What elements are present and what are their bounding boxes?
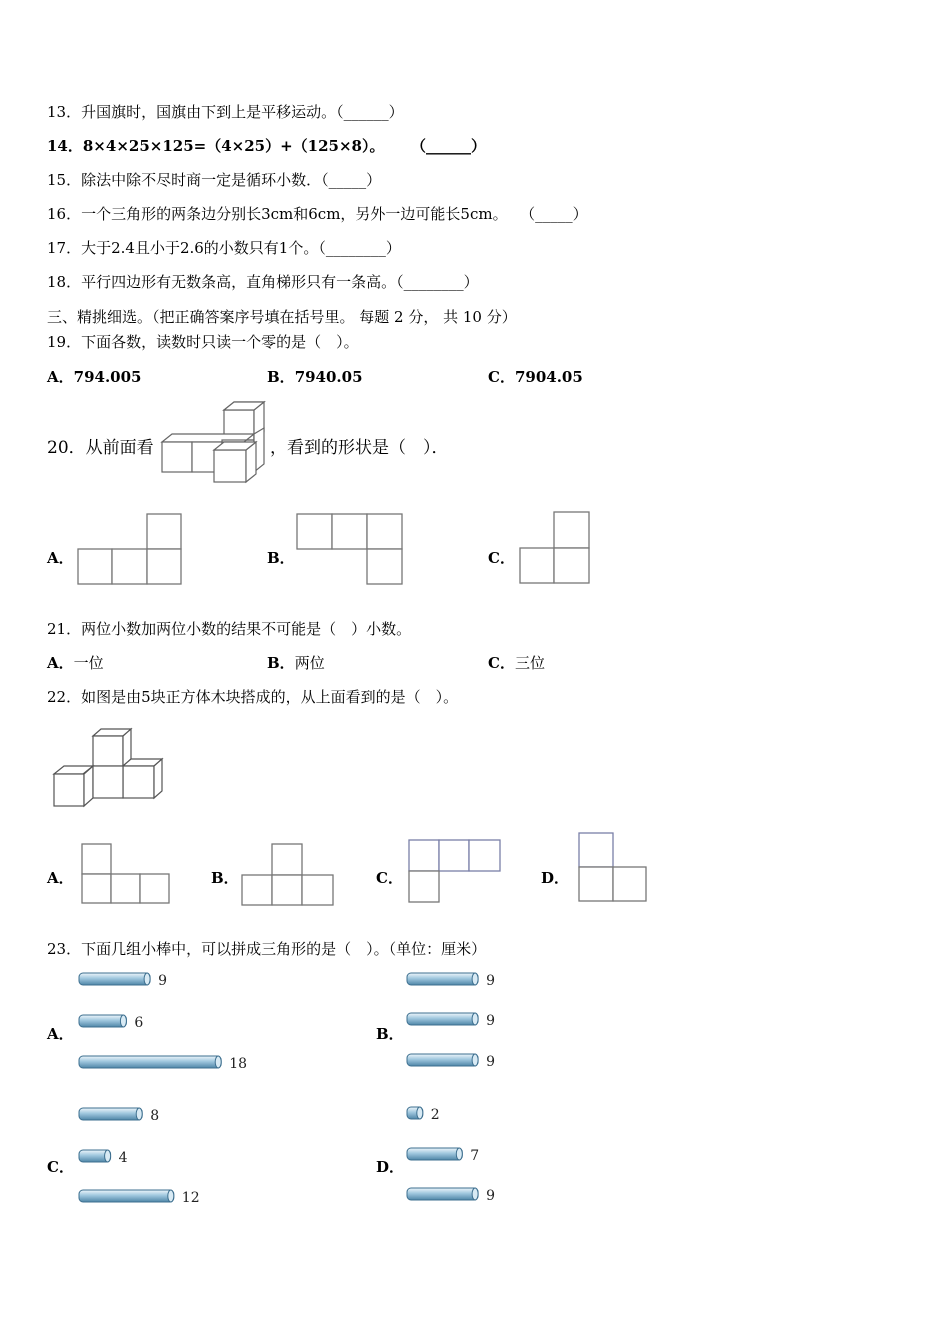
stick-length-label: 7 <box>470 1148 480 1164</box>
stick-length-label: 12 <box>181 1190 200 1206</box>
stick-b-1 <box>407 973 495 989</box>
answer-blank[interactable]: （______） <box>418 137 486 155</box>
stick-b-2 <box>407 1013 495 1029</box>
question-20-prefix: 20．从前面看 <box>47 438 154 458</box>
answer-blank[interactable]: （______） <box>336 103 404 121</box>
stick-length-label: 9 <box>486 1013 496 1029</box>
q23-option-d-label[interactable]: D． <box>376 1158 405 1176</box>
stick-length-label: 9 <box>486 1188 496 1204</box>
question-20-suffix: ，看到的形状是（ ）． <box>270 438 449 458</box>
answer-blank[interactable]: （________） <box>318 239 401 257</box>
q23-option-c-label[interactable]: C． <box>47 1158 74 1176</box>
stick-a-3 <box>79 1056 247 1072</box>
stick-length-label: 8 <box>150 1108 160 1124</box>
stick-length-label: 4 <box>118 1150 128 1166</box>
q19-option-b[interactable]: B．7940.05 <box>267 368 363 386</box>
stick-d-2 <box>407 1148 479 1164</box>
answer-blank[interactable]: （________） <box>396 273 479 291</box>
question-15: 15．除法中除不尽时商一定是循环小数．（_____） <box>47 171 382 189</box>
q20-option-b-label[interactable]: B． <box>267 549 295 567</box>
question-23-stem: 23．下面几组小棒中，可以拼成三角形的是（ ）。（单位：厘米） <box>47 940 487 958</box>
question-18: 18．平行四边形有无数条高，直角梯形只有一条高。（________） <box>47 273 479 291</box>
stick-length-label: 9 <box>158 973 168 989</box>
q19-option-c[interactable]: C．7904.05 <box>488 368 583 386</box>
q21-option-c[interactable]: C．三位 <box>488 654 545 672</box>
question-21-stem: 21．两位小数加两位小数的结果不可能是（ ）小数。 <box>47 620 412 638</box>
q23-option-b-label[interactable]: B． <box>376 1025 404 1043</box>
q22-option-c-label[interactable]: C． <box>376 869 403 887</box>
question-16: 16．一个三角形的两条边分别长3cm和6cm，另外一边可能长5cm。 （_____） <box>47 205 588 223</box>
answer-blank[interactable]: （_____） <box>321 171 382 189</box>
q21-option-a[interactable]: A．一位 <box>47 654 104 672</box>
q20-option-a-label[interactable]: A． <box>47 549 74 567</box>
stick-d-3 <box>407 1188 495 1204</box>
stick-d-1 <box>407 1107 440 1123</box>
stick-a-1 <box>79 973 167 989</box>
q22-option-a-label[interactable]: A． <box>47 869 74 887</box>
stick-c-2 <box>79 1150 128 1166</box>
q19-option-a[interactable]: A．794.005 <box>47 368 142 386</box>
stick-b-3 <box>407 1054 495 1070</box>
question-19-stem: 19．下面各数，读数时只读一个零的是（ ）。 <box>47 333 359 351</box>
stick-length-label: 9 <box>486 1054 496 1070</box>
question-17: 17．大于2.4且小于2.6的小数只有1个。（________） <box>47 239 401 257</box>
stick-length-label: 18 <box>229 1056 248 1072</box>
answer-blank[interactable]: （_____） <box>527 205 588 223</box>
stick-length-label: 9 <box>486 973 496 989</box>
q23-option-a-label[interactable]: A． <box>47 1025 74 1043</box>
stick-length-label: 2 <box>430 1107 440 1123</box>
q20-option-c-label[interactable]: C． <box>488 549 515 567</box>
q22-option-d-label[interactable]: D． <box>541 869 570 887</box>
question-14: 14．8×4×25×125=（4×25）+（125×8）。 （______） <box>47 137 486 155</box>
stick-c-3 <box>79 1190 200 1206</box>
q21-option-b[interactable]: B．两位 <box>267 654 325 672</box>
stick-length-label: 6 <box>134 1015 144 1031</box>
stick-c-1 <box>79 1108 159 1124</box>
question-22-stem: 22．如图是由5块正方体木块搭成的，从上面看到的是（ ）。 <box>47 688 459 706</box>
section-3-heading: 三、精挑细选。（把正确答案序号填在括号里。 每题 2 分， 共 10 分） <box>47 308 517 326</box>
q22-option-b-label[interactable]: B． <box>211 869 239 887</box>
stick-a-2 <box>79 1015 143 1031</box>
question-13: 13．升国旗时，国旗由下到上是平移运动。（______） <box>47 103 404 121</box>
